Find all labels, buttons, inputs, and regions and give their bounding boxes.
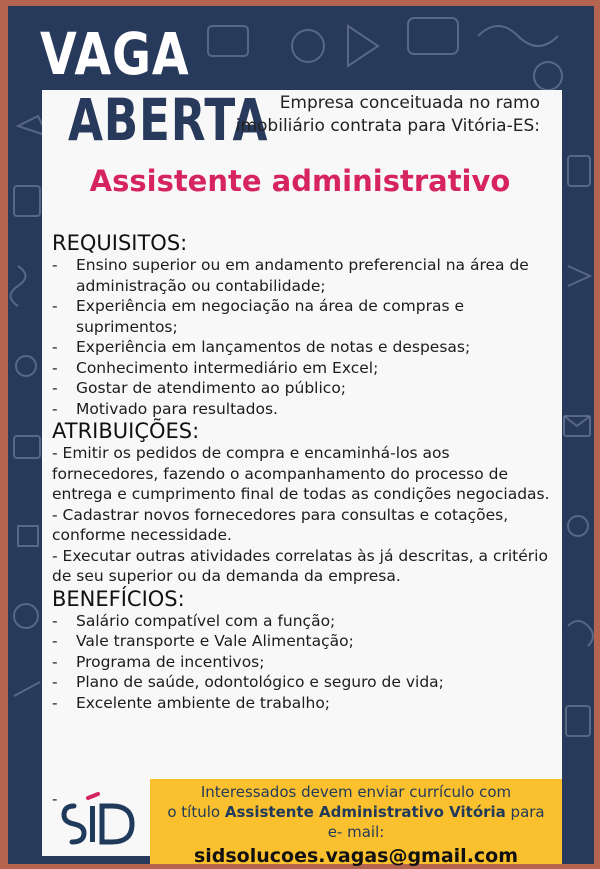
atribuicoes-list [52,443,552,587]
requisitos-heading: REQUISITOS: [52,231,188,255]
requisitos-list [52,255,552,419]
list-item: - Experiência em negociação na área de compras e suprimentos; [52,296,552,337]
job-title: Assistente administrativo [89,164,511,198]
cta-line-3: e- mail: [327,823,385,841]
list-item: - Executar outras atividades correlatas às já descritas, a critério de seu superior ou da demanda da empresa. [52,546,548,585]
list-item: - Salário compatível com a função; [52,611,552,632]
intro-text: Empresa conceituada no ramo imobiliário contrata para Vitória-ES: [235,93,540,136]
list-item: - Cadastrar novos fornecedores para consultas e cotações, conforme necessidade. [52,505,509,544]
list-item: - Plano de saúde, odontológico e seguro de vida; [52,672,552,693]
list-item: - Emitir os pedidos de compra e encaminhá-los aos fornecedores, fazendo o acompanhamento do processo de entrega e cumprimento final de todas as condições negociadas. [52,444,550,503]
list-item: - Ensino superior ou em andamento preferencial na área de administração ou contabilidade; [52,255,552,296]
cta-line-2 [150,802,562,822]
list-item: - Motivado para resultados. [52,399,552,420]
apply-cta-box [150,779,562,867]
cta-line-2-pre: o título [167,803,225,821]
beneficios-list [52,611,552,714]
sid-logo-icon [60,792,140,846]
list-item: - Gostar de atendimento ao público; [52,378,552,399]
beneficios-heading: BENEFÍCIOS: [52,586,185,611]
list-item: - Conhecimento intermediário em Excel; [52,358,552,379]
list-item: - Vale transporte e Vale Alimentação; [52,631,552,652]
headline-vaga: VAGA [40,20,190,88]
list-item: - Programa de incentivos; [52,652,552,673]
headline-aberta: ABERTA [68,86,269,154]
cta-position-name: Assistente Administrativo Vitória [224,803,506,821]
cta-line-1: Interessados devem enviar currículo com [200,783,512,801]
stray-dash: - [52,790,58,808]
job-details [52,231,552,713]
contact-email-link[interactable]: sidsolucoes.vagas@gmail.com [193,845,519,867]
list-item: - Excelente ambiente de trabalho; [52,693,552,714]
atribuicoes-heading: ATRIBUIÇÕES: [52,419,200,443]
cta-line-2-post: para [505,803,545,821]
list-item: - Experiência em lançamentos de notas e despesas; [52,337,552,358]
